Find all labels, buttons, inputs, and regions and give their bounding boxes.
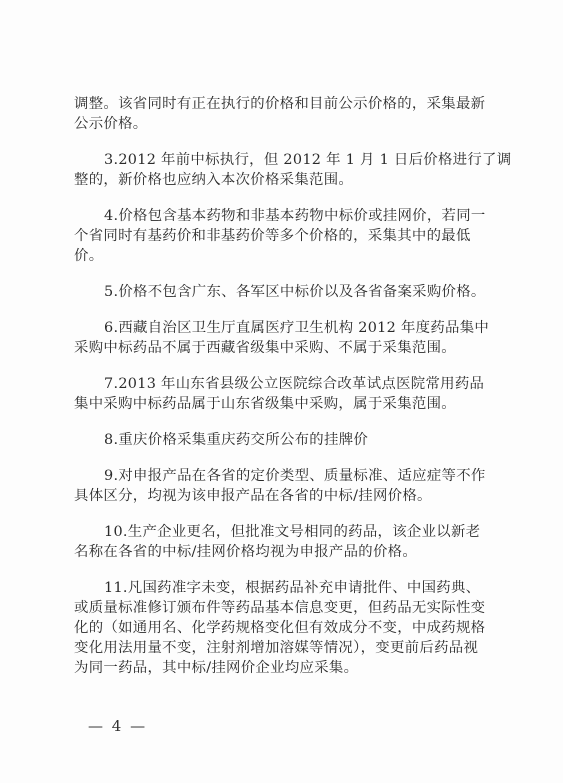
item-8-line: 8.重庆价格采集重庆药交所公布的挂牌价 (104, 432, 369, 448)
text-line: 名称在各省的中标/挂网价格均视为申报产品的价格。 (74, 544, 418, 560)
text-line: 公示价格。 (74, 116, 148, 132)
document-body (74, 94, 512, 678)
text-line: 具体区分，均视为该申报产品在各省的中标/挂网价格。 (74, 488, 432, 504)
item-6-line: 6.西藏自治区卫生厅直属医疗卫生机构 2012 年度药品集中 (104, 320, 490, 336)
text-line: 整的，新价格也应纳入本次价格采集范围。 (74, 172, 354, 188)
item-3-line: 3.2012 年前中标执行，但 2012 年 1 月 1 日后价格进行了调 (104, 152, 512, 168)
text-line: 为同一药品，其中标/挂网价企业均应采集。 (74, 660, 359, 676)
page-number: — 4 — (88, 717, 148, 735)
text-line: 个省同时有基药价和非基药价等多个价格的，采集其中的最低 (74, 228, 471, 244)
text-line: 价。 (74, 248, 104, 264)
item-4-line: 4.价格包含基本药物和非基本药物中标价或挂网价，若同一 (104, 208, 486, 224)
text-line: 调整。该省同时有正在执行的价格和目前公示价格的，采集最新 (74, 96, 486, 112)
text-line: 集中采购中标药品属于山东省级集中采购，属于采集范围。 (74, 396, 456, 412)
item-5-line: 5.价格不包含广东、各军区中标价以及各省备案采购价格。 (104, 284, 486, 300)
text-line: 采购中标药品不属于西藏省级集中采购、不属于采集范围。 (74, 340, 456, 356)
text-line: 化的（如通用名、化学药规格变化但有效成分不变，中成药规格 (74, 620, 486, 636)
item-11-line: 11.凡国药准字未变，根据药品补充申请批件、中国药典、 (104, 580, 481, 596)
item-7-line: 7.2013 年山东省县级公立医院综合改革试点医院常用药品 (104, 376, 485, 392)
item-10-line: 10.生产企业更名，但批准文号相同的药品，该企业以新老 (104, 524, 481, 540)
text-line: 变化用法用量不变，注射剂增加溶媒等情况），变更前后药品视 (74, 640, 479, 656)
text-line: 或质量标准修订颁布件等药品基本信息变更，但药品无实际性变 (74, 600, 486, 616)
item-9-line: 9.对申报产品在各省的定价类型、质量标准、适应症等不作 (104, 468, 486, 484)
